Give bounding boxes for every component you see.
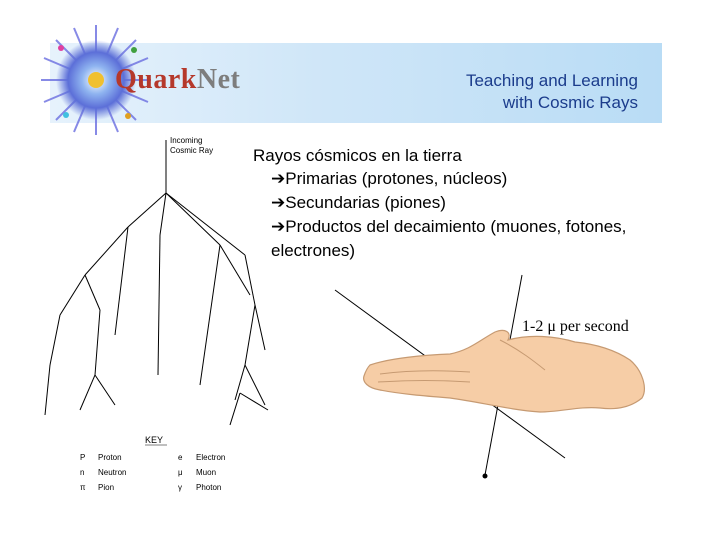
logo-quark: Quark	[115, 64, 197, 95]
list-item-text: Primarias (protones, núcleos)	[285, 169, 508, 188]
muon-hit-dot	[483, 474, 488, 479]
key-symbol: n	[80, 468, 85, 477]
title-line-2: with Cosmic Rays	[502, 93, 638, 112]
list-item	[253, 215, 673, 262]
quarknet-logo-text	[115, 64, 240, 96]
arrow-icon: ➔	[271, 217, 286, 237]
title-line-1: Teaching and Learning	[465, 71, 638, 90]
list-item	[253, 167, 673, 191]
list-item-text: Secundarias (piones)	[285, 193, 446, 212]
key-symbol: γ	[178, 483, 182, 492]
key-name: Proton	[98, 453, 122, 462]
cosmic-ray-shower-diagram	[40, 135, 270, 495]
key-name: Pion	[98, 483, 115, 492]
key-name: Muon	[196, 468, 217, 477]
key-name: Neutron	[98, 468, 127, 477]
arrow-icon: ➔	[271, 169, 286, 189]
key-symbol: e	[178, 453, 183, 462]
list-item	[253, 191, 673, 215]
logo-net: Net	[196, 64, 241, 95]
key-name: Photon	[196, 483, 222, 492]
arrow-icon: ➔	[271, 193, 286, 213]
content-heading: Rayos cósmicos en la tierra	[253, 146, 462, 165]
incoming-label-1: Incoming	[170, 136, 203, 145]
page-title	[466, 70, 638, 114]
key-symbol: π	[80, 483, 86, 492]
key-name: Electron	[196, 453, 226, 462]
muon-rate-label: 1-2 μ per second	[522, 318, 629, 335]
list-item-text: Productos del decaimiento (muones, fotones, electrones)	[271, 217, 627, 260]
hand-muon-illustration	[330, 270, 660, 485]
key-symbol: P	[80, 453, 86, 462]
content-list	[253, 144, 673, 262]
key-title: KEY	[145, 435, 164, 445]
key-symbol: μ	[178, 468, 183, 477]
incoming-label-2: Cosmic Ray	[170, 146, 214, 155]
